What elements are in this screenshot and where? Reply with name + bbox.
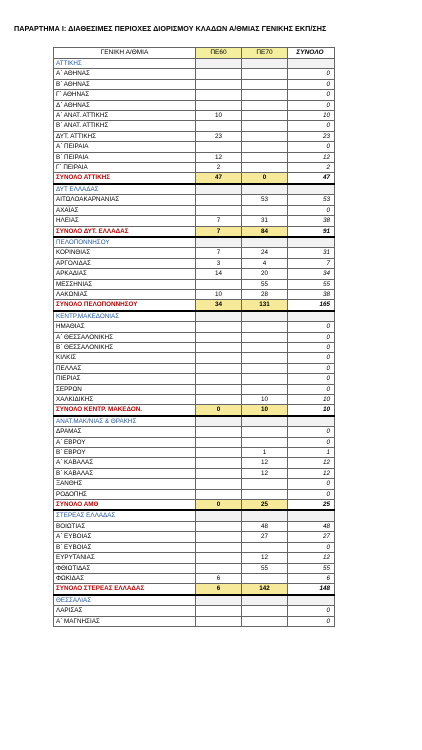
area-cell: Γ΄ ΑΘΗΝΑΣ — [54, 90, 196, 100]
total-cell: 0 — [288, 427, 335, 437]
total-cell: 0 — [288, 606, 335, 616]
table-row — [54, 195, 335, 205]
table-row — [54, 279, 335, 289]
pe70-cell: 142 — [242, 584, 288, 595]
table-row — [54, 363, 335, 373]
area-cell: Β΄ ΕΒΡΟΥ — [54, 448, 196, 458]
pe70-cell — [242, 437, 288, 447]
table-row — [54, 448, 335, 458]
total-cell: 38 — [288, 216, 335, 226]
area-cell: ΔΡΑΜΑΣ — [54, 427, 196, 437]
total-cell — [288, 237, 335, 248]
pe70-cell: 10 — [242, 395, 288, 405]
total-cell: 10 — [288, 405, 335, 416]
area-cell: Α΄ ΕΥΒΟΙΑΣ — [54, 532, 196, 542]
pe70-cell: 28 — [242, 289, 288, 299]
total-cell: 2 — [288, 163, 335, 173]
region-row — [54, 595, 335, 606]
table-row — [54, 342, 335, 352]
table-row — [54, 100, 335, 110]
pe60-cell — [196, 542, 242, 552]
pe70-cell: 4 — [242, 258, 288, 268]
pe60-cell — [196, 121, 242, 131]
region-row — [54, 184, 335, 195]
total-cell: 0 — [288, 542, 335, 552]
pe70-cell — [242, 353, 288, 363]
pe70-cell: 84 — [242, 226, 288, 237]
area-cell: Β΄ ΑΝΑΤ. ΑΤΤΙΚΗΣ — [54, 121, 196, 131]
table-row — [54, 322, 335, 332]
appointment-areas-table — [53, 47, 335, 627]
total-cell — [288, 184, 335, 195]
area-cell: Α΄ ΘΕΣΣΑΛΟΝΙΚΗΣ — [54, 332, 196, 342]
pe60-cell: 0 — [196, 405, 242, 416]
pe70-cell: 10 — [242, 405, 288, 416]
pe60-cell — [196, 353, 242, 363]
pe70-cell: 27 — [242, 532, 288, 542]
table-row — [54, 142, 335, 152]
area-cell: Β΄ ΘΕΣΣΑΛΟΝΙΚΗΣ — [54, 342, 196, 352]
table-row — [54, 573, 335, 583]
total-cell: 0 — [288, 142, 335, 152]
pe60-cell — [196, 532, 242, 542]
total-cell: 0 — [288, 100, 335, 110]
pe60-cell: 2 — [196, 163, 242, 173]
pe70-cell — [242, 142, 288, 152]
total-cell: 12 — [288, 553, 335, 563]
area-cell: ΑΝΑΤ.ΜΑΚ/ΝΙΑΣ & ΘΡΑΚΗΣ — [54, 416, 196, 427]
pe60-cell — [196, 69, 242, 79]
total-cell: 0 — [288, 342, 335, 352]
pe70-cell: 20 — [242, 269, 288, 279]
pe70-cell — [242, 427, 288, 437]
total-row — [54, 584, 335, 595]
area-cell: Β΄ ΠΕΙΡΑΙΑ — [54, 152, 196, 162]
table-row — [54, 437, 335, 447]
table-row — [54, 289, 335, 299]
pe60-cell — [196, 142, 242, 152]
pe60-cell — [196, 195, 242, 205]
table-row — [54, 553, 335, 563]
pe60-cell — [196, 90, 242, 100]
total-cell: 10 — [288, 111, 335, 121]
pe60-cell — [196, 395, 242, 405]
region-row — [54, 237, 335, 248]
pe70-cell — [242, 163, 288, 173]
pe70-cell — [242, 59, 288, 69]
table-row — [54, 216, 335, 226]
pe70-cell — [242, 542, 288, 552]
area-cell: ΔΥΤ. ΑΤΤΙΚΗΣ — [54, 131, 196, 141]
total-cell: 27 — [288, 532, 335, 542]
table-row — [54, 205, 335, 215]
total-cell: 12 — [288, 468, 335, 478]
header-general: ΓΕΝΙΚΗ Α/ΘΜΙΑ — [54, 48, 196, 59]
table-row — [54, 468, 335, 478]
pe60-cell — [196, 332, 242, 342]
header-pe60: ΠΕ60 — [196, 48, 242, 59]
table-row — [54, 269, 335, 279]
pe60-cell — [196, 521, 242, 531]
pe70-cell — [242, 616, 288, 626]
area-cell: ΗΜΑΘΙΑΣ — [54, 322, 196, 332]
area-cell: Α΄ ΠΕΙΡΑΙΑ — [54, 142, 196, 152]
header-pe70: ΠΕ70 — [242, 48, 288, 59]
pe70-cell: 53 — [242, 195, 288, 205]
pe70-cell — [242, 131, 288, 141]
area-cell: Β΄ ΚΑΒΑΛΑΣ — [54, 468, 196, 478]
table-row — [54, 427, 335, 437]
pe70-cell: 55 — [242, 563, 288, 573]
table-row — [54, 384, 335, 394]
total-cell: 0 — [288, 69, 335, 79]
area-cell: ΣΕΡΡΩΝ — [54, 384, 196, 394]
total-cell: 12 — [288, 152, 335, 162]
total-cell: 0 — [288, 374, 335, 384]
pe70-cell — [242, 152, 288, 162]
pe70-cell — [242, 111, 288, 121]
total-cell: 148 — [288, 584, 335, 595]
pe70-cell — [242, 342, 288, 352]
region-row — [54, 59, 335, 69]
area-cell: ΑΤΤΙΚΗΣ — [54, 59, 196, 69]
total-cell: 48 — [288, 521, 335, 531]
total-cell: 165 — [288, 300, 335, 311]
area-cell: Α΄ ΜΑΓΝΗΣΙΑΣ — [54, 616, 196, 626]
area-cell: ΘΕΣΣΑΛΙΑΣ — [54, 595, 196, 606]
pe60-cell: 7 — [196, 248, 242, 258]
table-row — [54, 563, 335, 573]
total-row — [54, 226, 335, 237]
pe70-cell — [242, 237, 288, 248]
region-row — [54, 311, 335, 322]
total-cell — [288, 416, 335, 427]
pe70-cell — [242, 595, 288, 606]
area-cell: ΚΟΡΙΝΘΙΑΣ — [54, 248, 196, 258]
pe60-cell: 6 — [196, 584, 242, 595]
pe70-cell — [242, 205, 288, 215]
table-row — [54, 489, 335, 499]
pe60-cell — [196, 595, 242, 606]
area-cell: Β΄ ΕΥΒΟΙΑΣ — [54, 542, 196, 552]
pe60-cell: 14 — [196, 269, 242, 279]
pe60-cell — [196, 322, 242, 332]
area-cell: ΠΕΛΟΠΟΝΝΗΣΟΥ — [54, 237, 196, 248]
pe60-cell — [196, 374, 242, 384]
total-cell: 0 — [288, 479, 335, 489]
table-row — [54, 395, 335, 405]
table-row — [54, 458, 335, 468]
total-cell: 1 — [288, 448, 335, 458]
table-row — [54, 90, 335, 100]
total-cell — [288, 595, 335, 606]
total-row — [54, 300, 335, 311]
pe60-cell: 34 — [196, 300, 242, 311]
pe70-cell — [242, 479, 288, 489]
pe70-cell — [242, 363, 288, 373]
pe70-cell — [242, 510, 288, 521]
pe60-cell — [196, 479, 242, 489]
table-row — [54, 121, 335, 131]
pe70-cell — [242, 100, 288, 110]
pe70-cell — [242, 384, 288, 394]
pe60-cell — [196, 311, 242, 322]
total-cell: 0 — [288, 616, 335, 626]
total-cell: 12 — [288, 458, 335, 468]
pe70-cell: 48 — [242, 521, 288, 531]
area-cell: ΑΙΤΩΛΟΑΚΑΡΝΑΝΙΑΣ — [54, 195, 196, 205]
pe60-cell — [196, 237, 242, 248]
area-cell: ΕΥΡΥΤΑΝΙΑΣ — [54, 553, 196, 563]
table-row — [54, 111, 335, 121]
table-row — [54, 479, 335, 489]
table-row — [54, 131, 335, 141]
area-cell: ΣΥΝΟΛΟ ΣΤΕΡΕΑΣ ΕΛΛΑΔΑΣ — [54, 584, 196, 595]
pe60-cell: 6 — [196, 573, 242, 583]
total-cell: 0 — [288, 322, 335, 332]
pe70-cell: 24 — [242, 248, 288, 258]
pe70-cell — [242, 311, 288, 322]
total-cell: 91 — [288, 226, 335, 237]
header-total: ΣΥΝΟΛΟ — [288, 48, 335, 59]
area-cell: Α΄ ΑΝΑΤ. ΑΤΤΙΚΗΣ — [54, 111, 196, 121]
total-cell: 0 — [288, 332, 335, 342]
total-cell: 0 — [288, 437, 335, 447]
area-cell: ΑΡΓΟΛΙΔΑΣ — [54, 258, 196, 268]
pe70-cell — [242, 489, 288, 499]
pe70-cell: 0 — [242, 173, 288, 184]
total-cell: 0 — [288, 363, 335, 373]
pe70-cell — [242, 606, 288, 616]
total-cell — [288, 311, 335, 322]
table-row — [54, 532, 335, 542]
pe70-cell — [242, 573, 288, 583]
area-cell: ΠΕΛΛΑΣ — [54, 363, 196, 373]
total-cell — [288, 59, 335, 69]
pe60-cell — [196, 606, 242, 616]
area-cell: ΑΡΚΑΔΙΑΣ — [54, 269, 196, 279]
pe60-cell — [196, 363, 242, 373]
pe60-cell — [196, 205, 242, 215]
total-cell: 7 — [288, 258, 335, 268]
table-row — [54, 521, 335, 531]
area-cell: ΣΥΝΟΛΟ ΔΥΤ. ΕΛΛΑΔΑΣ — [54, 226, 196, 237]
area-cell: ΣΤΕΡΕΑΣ ΕΛΛΑΔΑΣ — [54, 510, 196, 521]
area-cell: ΣΥΝΟΛΟ ΑΜΘ — [54, 500, 196, 511]
table-row — [54, 616, 335, 626]
total-row — [54, 405, 335, 416]
area-cell: ΧΑΛΚΙΔΙΚΗΣ — [54, 395, 196, 405]
pe60-cell — [196, 489, 242, 499]
area-cell: ΞΑΝΘΗΣ — [54, 479, 196, 489]
total-cell: 34 — [288, 269, 335, 279]
area-cell: Γ΄ ΠΕΙΡΑΙΑ — [54, 163, 196, 173]
area-cell: ΣΥΝΟΛΟ ΚΕΝΤΡ. ΜΑΚΕΔΟΝ. — [54, 405, 196, 416]
table-row — [54, 606, 335, 616]
pe60-cell — [196, 458, 242, 468]
page-title: ΠΑΡΑΡΤΗΜΑ Ι: ΔΙΑΘΕΣΙΜΕΣ ΠΕΡΙΟΧΕΣ ΔΙΟΡΙΣΜΟΥ ΚΛΑΔΩΝ Α/ΘΜΙΑΣ ΓΕΝΙΚΗΣ ΕΚΠ/ΣΗΣ — [14, 24, 327, 33]
area-cell: ΦΘΙΩΤΙΔΑΣ — [54, 563, 196, 573]
table-row — [54, 248, 335, 258]
total-cell: 55 — [288, 563, 335, 573]
pe60-cell — [196, 59, 242, 69]
total-row — [54, 173, 335, 184]
area-cell: Α΄ ΚΑΒΑΛΑΣ — [54, 458, 196, 468]
pe70-cell — [242, 90, 288, 100]
pe70-cell — [242, 332, 288, 342]
total-cell: 53 — [288, 195, 335, 205]
area-cell: Δ΄ ΑΘΗΝΑΣ — [54, 100, 196, 110]
table-row — [54, 332, 335, 342]
table-row — [54, 163, 335, 173]
area-cell: ΚΕΝΤΡ.ΜΑΚΕΔΟΝΙΑΣ — [54, 311, 196, 322]
pe60-cell: 47 — [196, 173, 242, 184]
pe60-cell — [196, 342, 242, 352]
pe60-cell — [196, 384, 242, 394]
region-row — [54, 416, 335, 427]
pe60-cell: 12 — [196, 152, 242, 162]
pe70-cell: 131 — [242, 300, 288, 311]
pe60-cell — [196, 79, 242, 89]
area-cell: ΒΟΙΩΤΙΑΣ — [54, 521, 196, 531]
pe60-cell: 23 — [196, 131, 242, 141]
pe70-cell: 31 — [242, 216, 288, 226]
pe60-cell — [196, 510, 242, 521]
pe60-cell — [196, 468, 242, 478]
area-cell: ΜΕΣΣΗΝΙΑΣ — [54, 279, 196, 289]
area-cell: ΡΟΔΟΠΗΣ — [54, 489, 196, 499]
total-row — [54, 500, 335, 511]
total-cell: 25 — [288, 500, 335, 511]
total-cell: 0 — [288, 90, 335, 100]
total-cell: 6 — [288, 573, 335, 583]
pe70-cell: 12 — [242, 553, 288, 563]
pe70-cell — [242, 416, 288, 427]
total-cell: 47 — [288, 173, 335, 184]
area-cell: ΣΥΝΟΛΟ ΠΕΛΟΠΟΝΝΗΣΟΥ — [54, 300, 196, 311]
total-cell: 23 — [288, 131, 335, 141]
total-cell: 0 — [288, 79, 335, 89]
pe60-cell — [196, 427, 242, 437]
table-row — [54, 152, 335, 162]
pe60-cell — [196, 553, 242, 563]
total-cell: 10 — [288, 395, 335, 405]
total-cell: 55 — [288, 279, 335, 289]
pe60-cell — [196, 563, 242, 573]
pe60-cell — [196, 184, 242, 195]
pe70-cell: 12 — [242, 458, 288, 468]
area-cell: ΛΑΚΩΝΙΑΣ — [54, 289, 196, 299]
pe70-cell — [242, 322, 288, 332]
total-cell: 0 — [288, 384, 335, 394]
area-cell: Β΄ ΑΘΗΝΑΣ — [54, 79, 196, 89]
pe60-cell — [196, 448, 242, 458]
table-row — [54, 353, 335, 363]
total-cell: 0 — [288, 121, 335, 131]
area-cell: Α΄ ΕΒΡΟΥ — [54, 437, 196, 447]
pe70-cell: 12 — [242, 468, 288, 478]
pe60-cell: 7 — [196, 226, 242, 237]
area-cell: ΦΩΚΙΔΑΣ — [54, 573, 196, 583]
pe70-cell — [242, 374, 288, 384]
area-cell: Α΄ ΑΘΗΝΑΣ — [54, 69, 196, 79]
pe60-cell: 10 — [196, 111, 242, 121]
table-row — [54, 374, 335, 384]
pe70-cell — [242, 69, 288, 79]
pe60-cell — [196, 100, 242, 110]
area-cell: ΛΑΡΙΣΑΣ — [54, 606, 196, 616]
total-cell — [288, 510, 335, 521]
area-cell: ΗΛΕΙΑΣ — [54, 216, 196, 226]
pe60-cell — [196, 437, 242, 447]
table-row — [54, 69, 335, 79]
table-row — [54, 79, 335, 89]
total-cell: 31 — [288, 248, 335, 258]
table-row — [54, 542, 335, 552]
region-row — [54, 510, 335, 521]
table-body — [54, 48, 335, 627]
total-cell: 38 — [288, 289, 335, 299]
pe70-cell: 1 — [242, 448, 288, 458]
pe60-cell: 3 — [196, 258, 242, 268]
pe60-cell — [196, 616, 242, 626]
pe70-cell: 55 — [242, 279, 288, 289]
pe70-cell: 25 — [242, 500, 288, 511]
total-cell: 0 — [288, 205, 335, 215]
pe70-cell — [242, 184, 288, 195]
pe60-cell: 7 — [196, 216, 242, 226]
area-cell: ΚΙΛΚΙΣ — [54, 353, 196, 363]
pe60-cell — [196, 416, 242, 427]
area-cell: ΠΙΕΡΙΑΣ — [54, 374, 196, 384]
area-cell: ΑΧΑΪΑΣ — [54, 205, 196, 215]
pe60-cell: 0 — [196, 500, 242, 511]
area-cell: ΣΥΝΟΛΟ ΑΤΤΙΚΗΣ — [54, 173, 196, 184]
table-row — [54, 258, 335, 268]
pe60-cell — [196, 279, 242, 289]
pe70-cell — [242, 79, 288, 89]
area-cell: ΔΥΤ ΕΛΛΑΔΑΣ — [54, 184, 196, 195]
pe70-cell — [242, 121, 288, 131]
table-header-row — [54, 48, 335, 59]
pe60-cell: 10 — [196, 289, 242, 299]
total-cell: 0 — [288, 489, 335, 499]
total-cell: 0 — [288, 353, 335, 363]
